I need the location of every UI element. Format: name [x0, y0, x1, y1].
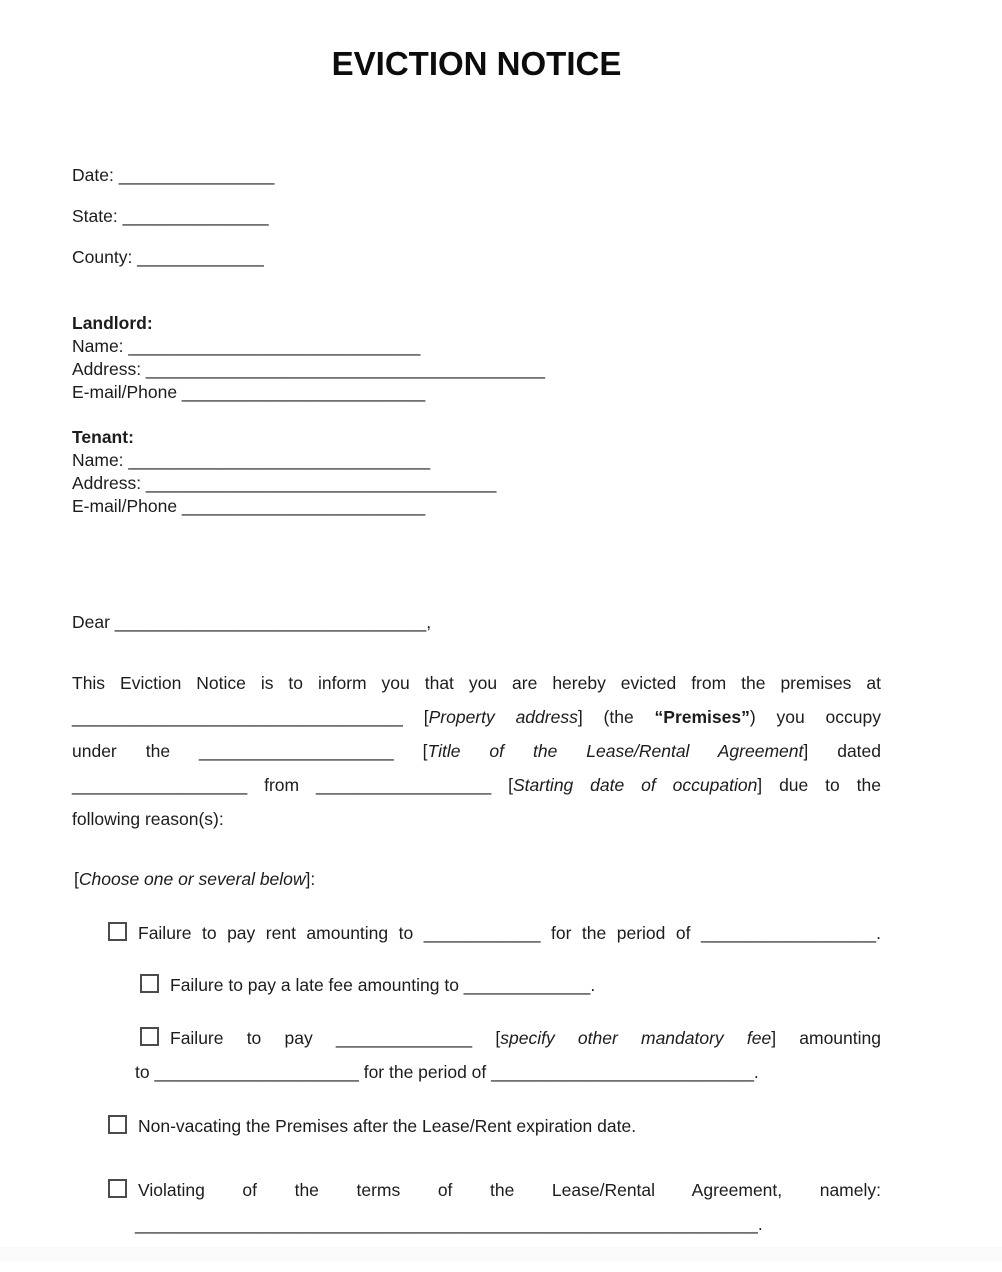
text-segment: ] amounting: [771, 1028, 881, 1048]
reason-item: [108, 916, 881, 950]
landlord-email-phone-blank: _________________________: [177, 382, 426, 402]
reason-line: [135, 1021, 881, 1055]
reason-checkbox[interactable]: [108, 1115, 127, 1134]
body-paragraph: [72, 666, 881, 836]
page-edge-shading: [0, 1247, 1002, 1261]
county-blank: _____________: [132, 247, 264, 267]
salutation-suffix: ,: [426, 612, 432, 632]
landlord-address-line: [72, 358, 545, 381]
body-line: [72, 802, 881, 836]
text-segment: Property address: [428, 707, 578, 727]
tenant-heading: Tenant:: [72, 427, 134, 447]
tenant-email-phone-label: E-mail/Phone: [72, 496, 178, 516]
text-segment: Violating of the terms of the Lease/Rental Agreement, namely:: [138, 1180, 881, 1200]
body-line: [72, 666, 881, 700]
text-segment: __________________________________ [: [72, 707, 429, 727]
landlord-email-phone-line: [72, 381, 545, 404]
body-line: [72, 700, 881, 734]
text-segment: specify other mandatory fee: [500, 1028, 772, 1048]
body-line: [72, 768, 881, 802]
date-blank: ________________: [113, 165, 275, 185]
text-segment: Choose one or several below: [78, 869, 306, 889]
text-segment: ] (the: [577, 707, 655, 727]
state-blank: _______________: [117, 206, 269, 226]
reason-line: [108, 1109, 881, 1143]
reason-item: [135, 1021, 881, 1089]
landlord-address-blank: _________________________________________: [141, 359, 545, 379]
tenant-address-line: [72, 472, 496, 495]
reason-item: [108, 1173, 881, 1241]
text-segment: Failure to pay rent amounting to ____________ for the period of __________________.: [138, 923, 881, 943]
landlord-address-label: Address:: [72, 359, 142, 379]
reason-line: [135, 968, 881, 1002]
county-line: [72, 237, 274, 278]
text-segment: ________________________________________________________________.: [135, 1214, 763, 1234]
body-line: [72, 734, 881, 768]
text-segment: Failure to pay ______________ [: [170, 1028, 501, 1048]
date-label: Date:: [72, 165, 114, 185]
reason-line: [108, 1173, 881, 1207]
reason-checkbox[interactable]: [140, 1027, 159, 1046]
reason-checkbox[interactable]: [140, 974, 159, 993]
text-segment: Non-vacating the Premises after the Lease/Rent expiration date.: [138, 1116, 637, 1136]
reason-line: [135, 1055, 881, 1089]
salutation-line: [72, 605, 431, 639]
text-segment: Title of the Lease/Rental Agreement: [427, 741, 804, 761]
county-label: County:: [72, 247, 133, 267]
meta-block: [72, 155, 274, 278]
text-segment: ] due to the: [757, 775, 881, 795]
text-segment: __________________ from __________________ [: [72, 775, 513, 795]
choose-instruction: [74, 862, 315, 896]
reason-item: [108, 1109, 881, 1143]
text-segment: ] dated: [803, 741, 882, 761]
text-segment: ) you occupy: [749, 707, 882, 727]
tenant-name-label: Name:: [72, 450, 124, 470]
landlord-section: [72, 312, 545, 404]
text-segment: to _____________________ for the period of ___________________________.: [135, 1062, 759, 1082]
reason-item: [135, 968, 881, 1002]
text-segment: under the ____________________ [: [72, 741, 428, 761]
text-segment: [: [74, 869, 79, 889]
tenant-name-blank: _______________________________: [123, 450, 431, 470]
text-segment: “Premises”: [654, 707, 750, 727]
text-segment: Starting date of occupation: [512, 775, 758, 795]
tenant-name-line: [72, 449, 496, 472]
date-line: [72, 155, 274, 196]
reason-checkbox[interactable]: [108, 922, 127, 941]
document-title: EVICTION NOTICE: [331, 45, 622, 82]
tenant-address-blank: ____________________________________: [141, 473, 497, 493]
tenant-email-phone-line: [72, 495, 496, 518]
landlord-name-label: Name:: [72, 336, 124, 356]
reason-line: [108, 916, 881, 950]
landlord-name-line: [72, 335, 545, 358]
text-segment: This Eviction Notice is to inform you that you are hereby evicted from the premises at: [72, 673, 881, 693]
tenant-address-label: Address:: [72, 473, 142, 493]
text-segment: following reason(s):: [72, 809, 224, 829]
salutation-label: Dear: [72, 612, 110, 632]
reason-checkbox[interactable]: [108, 1179, 127, 1198]
tenant-email-phone-blank: _________________________: [177, 496, 426, 516]
salutation-blank: ________________________________: [109, 612, 427, 632]
landlord-email-phone-label: E-mail/Phone: [72, 382, 178, 402]
reason-line: [135, 1207, 881, 1241]
text-segment: ]:: [305, 869, 316, 889]
landlord-heading: Landlord:: [72, 313, 153, 333]
state-line: [72, 196, 274, 237]
tenant-section: [72, 426, 496, 518]
text-segment: Failure to pay a late fee amounting to _____________.: [170, 975, 596, 995]
landlord-name-blank: ______________________________: [123, 336, 421, 356]
state-label: State:: [72, 206, 118, 226]
